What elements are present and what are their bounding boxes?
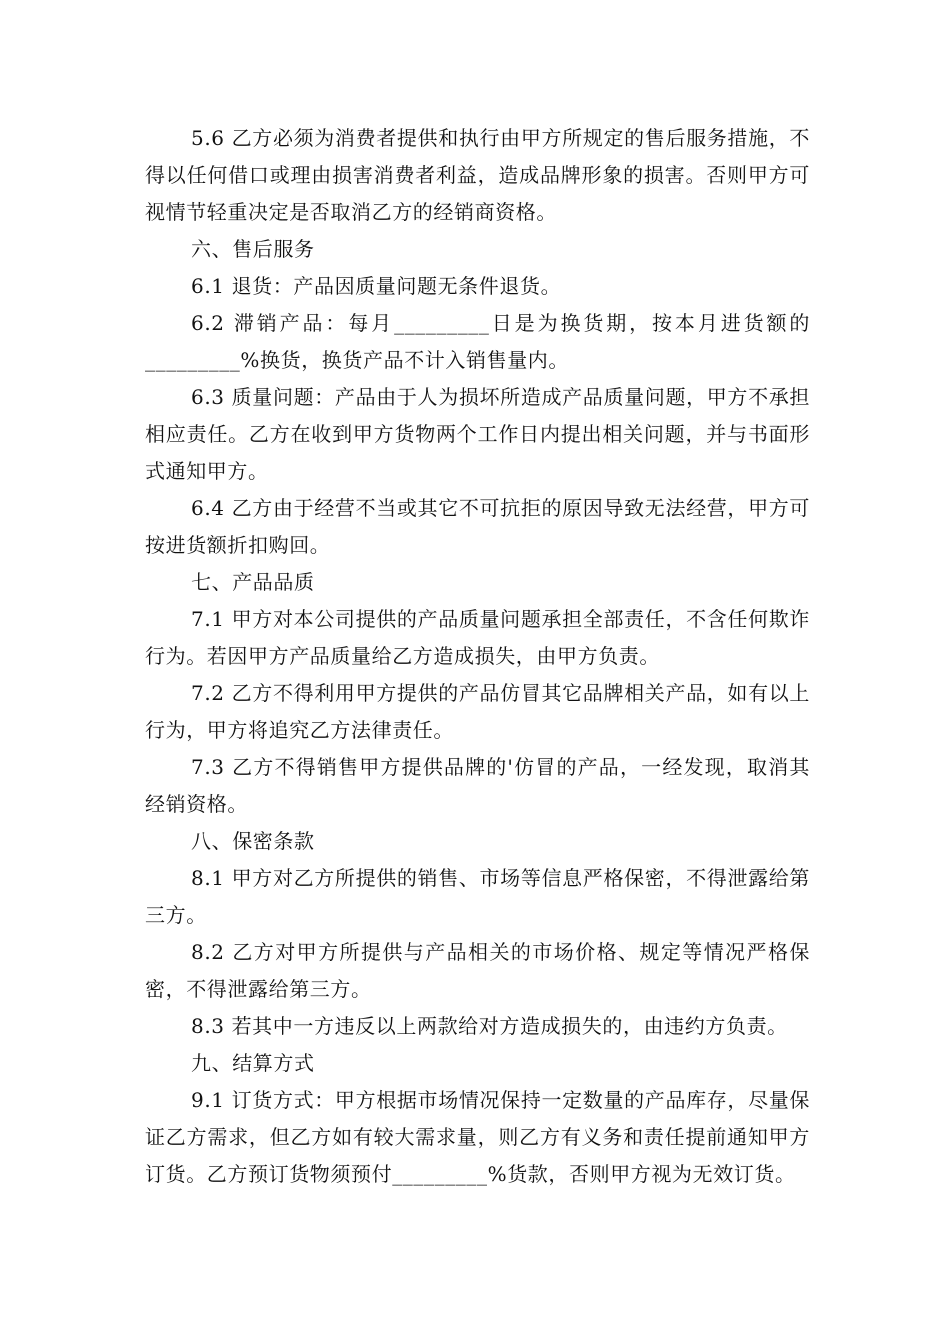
clause-7-1: 7.1 甲方对本公司提供的产品质量问题承担全部责任，不含任何欺诈行为。若因甲方产品质量给乙方造成损失，由甲方负责。 — [145, 607, 810, 668]
section-heading-product-quality: 七、产品品质 — [191, 570, 315, 594]
clause-6-1: 6.1 退货：产品因质量问题无条件退货。 — [191, 274, 562, 298]
clause-6-2: 6.2 滞销产品：每月_________日是为换货期，按本月进货额的_________%换货，换货产品不计入销售量内。 — [145, 311, 810, 372]
clause-9-1: 9.1 订货方式：甲方根据市场情况保持一定数量的产品库存，尽量保证乙方需求，但乙方如有较大需求量，则乙方有义务和责任提前通知甲方订货。乙方预订货物须预付_________%货款，否则甲方视为无效订货。 — [145, 1088, 810, 1186]
clause-6-4: 6.4 乙方由于经营不当或其它不可抗拒的原因导致无法经营，甲方可按进货额折扣购回。 — [145, 496, 810, 557]
clause-7-2: 7.2 乙方不得利用甲方提供的产品仿冒其它品牌相关产品，如有以上行为，甲方将追究乙方法律责任。 — [145, 681, 810, 742]
clause-5-6: 5.6 乙方必须为消费者提供和执行由甲方所规定的售后服务措施，不得以任何借口或理由损害消费者利益，造成品牌形象的损害。否则甲方可视情节轻重决定是否取消乙方的经销商资格。 — [145, 126, 810, 224]
clause-8-3: 8.3 若其中一方违反以上两款给对方造成损失的，由违约方负责。 — [191, 1014, 788, 1038]
section-heading-settlement: 九、结算方式 — [191, 1051, 315, 1075]
clause-6-3: 6.3 质量问题：产品由于人为损坏所造成产品质量问题，甲方不承担相应责任。乙方在收到甲方货物两个工作日内提出相关问题，并与书面形式通知甲方。 — [145, 385, 810, 483]
section-heading-confidentiality: 八、保密条款 — [191, 829, 315, 853]
section-heading-after-sales: 六、售后服务 — [191, 237, 315, 261]
clause-8-1: 8.1 甲方对乙方所提供的销售、市场等信息严格保密，不得泄露给第三方。 — [145, 866, 810, 927]
clause-7-3: 7.3 乙方不得销售甲方提供品牌的'仿冒的产品，一经发现，取消其经销资格。 — [145, 755, 810, 816]
clause-8-2: 8.2 乙方对甲方所提供与产品相关的市场价格、规定等情况严格保密，不得泄露给第三方。 — [145, 940, 810, 1001]
